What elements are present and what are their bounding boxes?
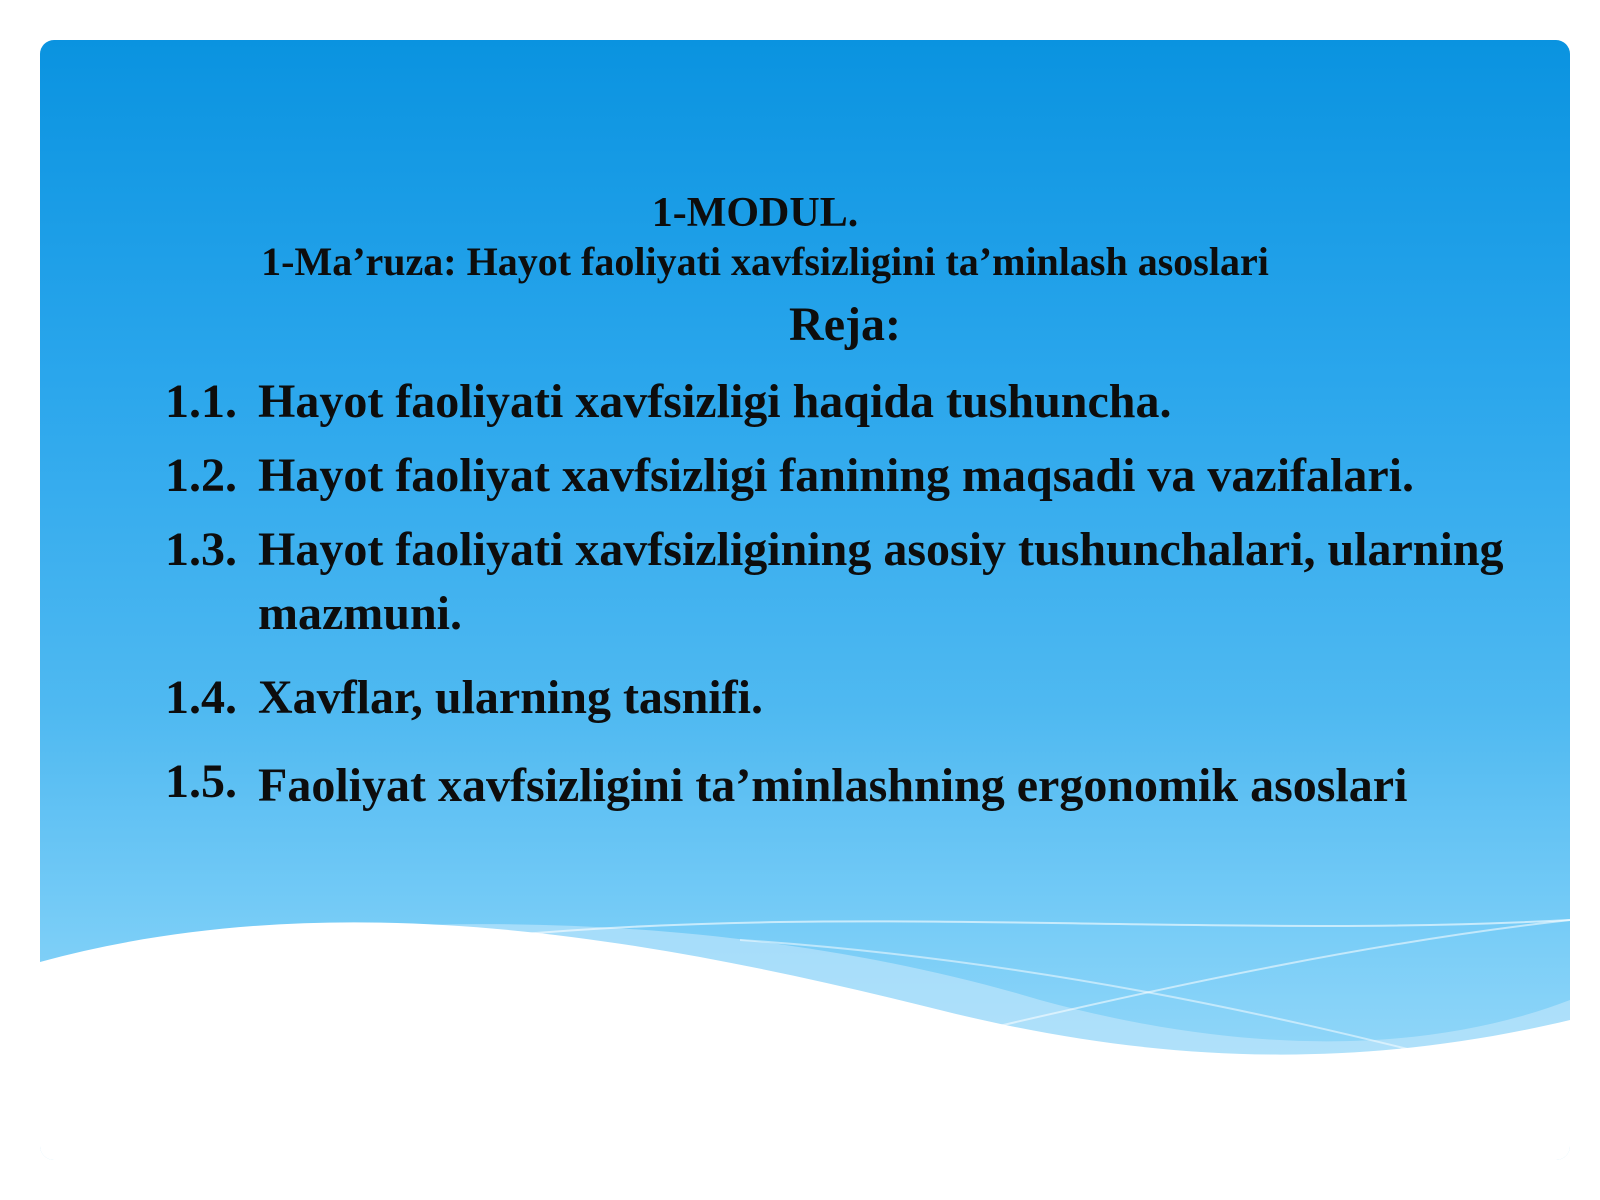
plan-item xyxy=(165,750,1505,822)
plan-item-text: Hayot faoliyati xavfsizligi haqida tushuncha. xyxy=(258,375,1172,428)
lecture-title: 1-Ma’ruza: Hayot faoliyati xavfsizligini ta’minlash asoslari xyxy=(261,239,1269,284)
plan-list xyxy=(165,370,1505,822)
plan-item-text: Faoliyat xavfsizligini ta’minlashning ergonomik asoslari xyxy=(258,759,1408,812)
plan-item xyxy=(165,666,1505,730)
plan-item-text: Hayot faoliyat xavfsizligi fanining maqsadi va vazifalari. xyxy=(258,449,1415,502)
module-title: 1-MODUL. xyxy=(651,190,859,236)
plan-item-text: Xavflar, ularning tasnifi. xyxy=(258,671,763,724)
plan-item-number: 1.4. xyxy=(165,671,237,724)
plan-item-text: Hayot faoliyati xavfsizligining asosiy tushunchalari, ularning mazmuni. xyxy=(258,523,1504,640)
plan-item-number: 1.5. xyxy=(165,755,237,808)
plan-item xyxy=(165,518,1505,646)
plan-item-number: 1.2. xyxy=(165,449,237,502)
plan-heading: Reja: xyxy=(789,298,901,351)
plan-item xyxy=(165,370,1505,434)
plan-item-number: 1.1. xyxy=(165,375,237,428)
slide xyxy=(40,40,1570,1160)
plan-item-number: 1.3. xyxy=(165,523,237,576)
plan-item xyxy=(165,444,1505,508)
